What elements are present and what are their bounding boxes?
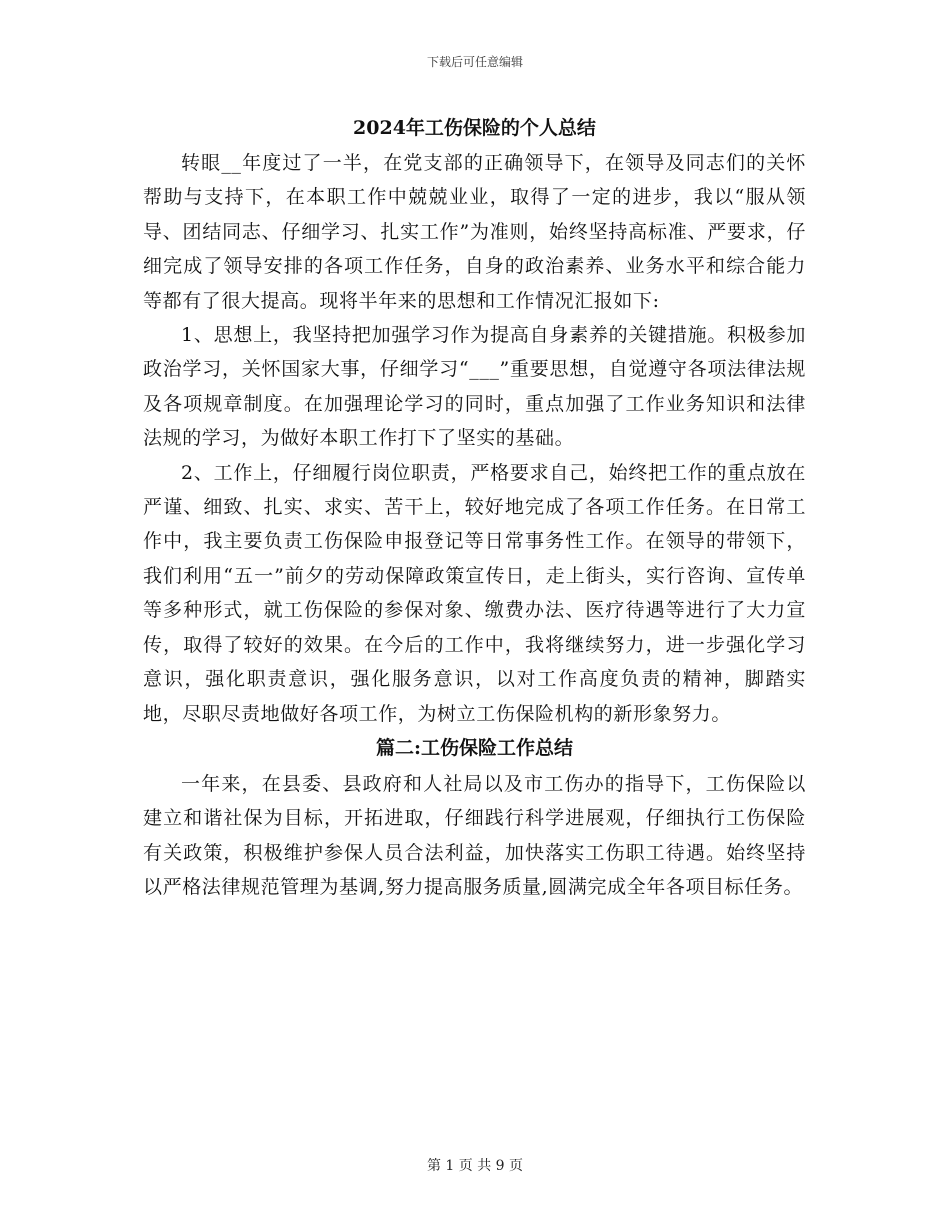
page-number: 第 1 页 共 9 页 <box>426 1158 524 1174</box>
section-2-title: 篇二:工伤保险工作总结 <box>375 736 573 759</box>
section-2-paragraph: 一年来，在县委、县政府和人社局以及市工伤办的指导下，工伤保险以建立和谐社保为目标，开拓进取，仔细践行科学进展观，仔细执行工伤保险有关政策，积极维护参保人员合法利益，加快落实工伤职工待遇。始终坚持以严格法律规范管理为基调,努力提高服务质量,圆满完成全年各项目标任务。 <box>143 772 806 899</box>
document-body <box>143 110 806 905</box>
document-title: 2024年工伤保险的个人总结 <box>353 117 596 139</box>
page-header-note: 下载后可任意编辑 <box>426 55 523 69</box>
paragraph-intro: 转眼__年度过了一半，在党支部的正确领导下，在领导及同志们的关怀帮助与支持下，在本职工作中兢兢业业，取得了一定的进步，我以“服从领导、团结同志、仔细学习、扎实工作”为准则，始终坚持高标准、严要求，仔细完成了领导安排的各项工作任务，自身的政治素养、业务水平和综合能力等都有了很大提高。现将半年来的思想和工作情况汇报如下: <box>143 152 806 312</box>
paragraph-work: 2、工作上，仔细履行岗位职责，严格要求自己，始终把工作的重点放在严谨、细致、扎实、求实、苦干上，较好地完成了各项工作任务。在日常工作中，我主要负责工伤保险申报登记等日常事务性工作。在领导的带领下，我们利用“五一”前夕的劳动保障政策宣传日，走上街头，实行咨询、宣传单等多种形式，就工伤保险的参保对象、缴费办法、医疗待遇等进行了大力宣传，取得了较好的效果。在今后的工作中，我将继续努力，进一步强化学习意识，强化职责意识，强化服务意识，以对工作高度负责的精神，脚踏实地，尽职尽责地做好各项工作，为树立工伤保险机构的新形象努力。 <box>143 461 806 725</box>
paragraph-thought: 1、思想上，我坚持把加强学习作为提高自身素养的关键措施。积极参加政治学习，关怀国家大事，仔细学习“___”重要思想，自觉遵守各项法律法规及各项规章制度。在加强理论学习的同时，重点加强了工作业务知识和法律法规的学习，为做好本职工作打下了坚实的基础。 <box>143 324 806 450</box>
